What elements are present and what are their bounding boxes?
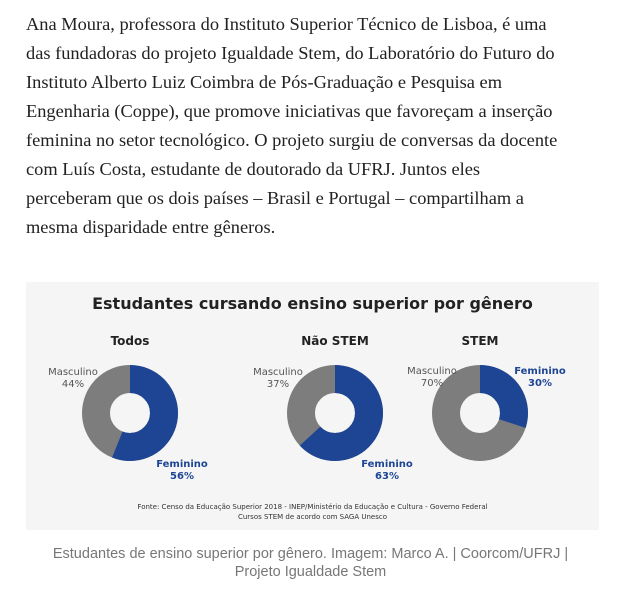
caption-line: Projeto Igualdade Stem — [234, 564, 387, 580]
paragraph-line: Engenharia (Coppe), que promove iniciativas que favoreçam a inserção — [26, 101, 553, 121]
label-masculino: Masculino — [253, 367, 303, 378]
value-masculino: 44% — [61, 379, 85, 390]
panel-title: Não STEM — [301, 334, 369, 348]
label-masculino: Masculino — [407, 366, 457, 377]
label-feminino: Feminino — [156, 459, 208, 470]
value-feminino: 63% — [375, 471, 399, 482]
value-feminino: 30% — [528, 378, 552, 389]
value-masculino: 70% — [420, 378, 444, 389]
paragraph-line: Instituto Alberto Luiz Coimbra de Pós-Graduação e Pesquisa em — [26, 72, 503, 92]
label-masculino: Masculino — [48, 367, 98, 378]
paragraph-line: Ana Moura, professora do Instituto Superior Técnico de Lisboa, é uma — [26, 14, 547, 34]
paragraph-line: feminina no setor tecnológico. O projeto surgiu de conversas da docente — [26, 130, 558, 150]
value-masculino: 37% — [266, 379, 290, 390]
panel-title: Todos — [110, 334, 150, 348]
chart-source — [26, 502, 599, 522]
paragraph-line: das fundadoras do projeto Igualdade Stem, do Laboratório do Futuro do — [26, 43, 555, 63]
donut-charts — [26, 282, 599, 530]
source-line: Fonte: Censo da Educação Superior 2018 - INEP/Ministério da Educação e Cultura - Governo Federal — [137, 503, 488, 511]
paragraph-line: mesma disparidade entre gêneros. — [26, 217, 276, 237]
paragraph-line: perceberam que os dois países – Brasil e Portugal – compartilham a — [26, 188, 524, 208]
label-feminino: Feminino — [361, 459, 413, 470]
label-feminino: Feminino — [514, 366, 566, 377]
chart-title: Estudantes cursando ensino superior por gênero — [92, 294, 533, 313]
chart-figure — [26, 282, 599, 530]
value-feminino: 56% — [170, 471, 194, 482]
image-caption — [20, 545, 601, 581]
paragraph-line: com Luís Costa, estudante de doutorado da UFRJ. Juntos eles — [26, 159, 481, 179]
panel-title: STEM — [461, 334, 499, 348]
caption-line: Estudantes de ensino superior por gênero. Imagem: Marco A. | Coorcom/UFRJ | — [52, 546, 569, 562]
article-paragraph — [26, 10, 608, 242]
source-line: Cursos STEM de acordo com SAGA Unesco — [237, 513, 387, 521]
